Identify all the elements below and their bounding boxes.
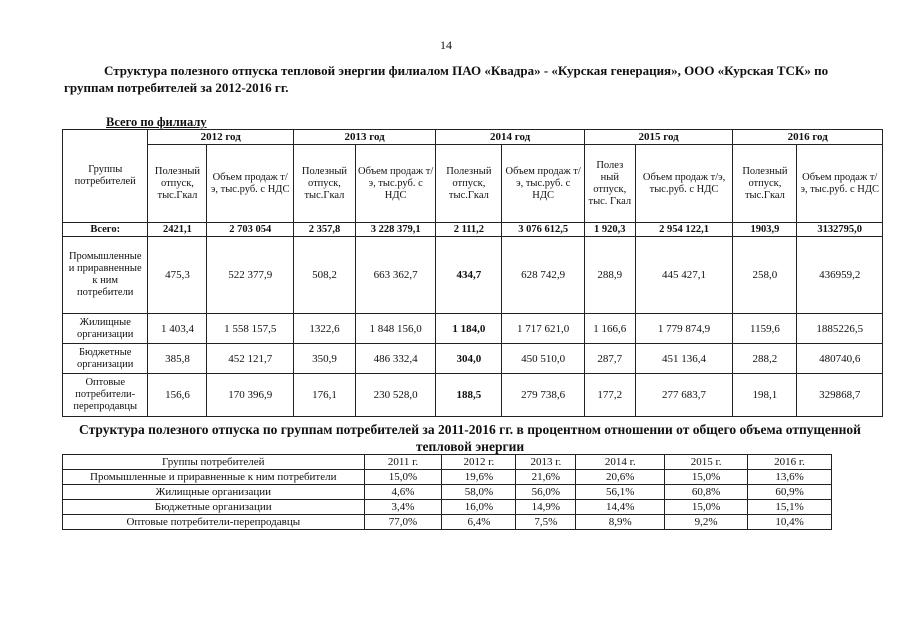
cell: 58,0% bbox=[442, 485, 516, 500]
cell: 436959,2 bbox=[797, 237, 883, 314]
cell: 3 076 612,5 bbox=[502, 223, 584, 237]
cell: 480740,6 bbox=[797, 344, 883, 374]
cell: 258,0 bbox=[733, 237, 797, 314]
cell: 663 362,7 bbox=[355, 237, 435, 314]
cell: 10,4% bbox=[748, 515, 832, 530]
cell: 434,7 bbox=[436, 237, 502, 314]
row-label: Бюджетные организации bbox=[63, 344, 148, 374]
column-header: Группы потребителей bbox=[63, 455, 365, 470]
table-row bbox=[63, 237, 883, 314]
cell: 56,0% bbox=[516, 485, 576, 500]
cell: 1885226,5 bbox=[797, 314, 883, 344]
cell: 77,0% bbox=[364, 515, 442, 530]
cell: 7,5% bbox=[516, 515, 576, 530]
cell: 20,6% bbox=[576, 470, 665, 485]
cell: 1 166,6 bbox=[584, 314, 635, 344]
cell: 6,4% bbox=[442, 515, 516, 530]
cell: 522 377,9 bbox=[207, 237, 293, 314]
year-header: 2012 год bbox=[148, 130, 293, 145]
sub-header: Полезный отпуск, тыс.Гкал bbox=[436, 145, 502, 223]
cell: 1159,6 bbox=[733, 314, 797, 344]
table-row bbox=[63, 500, 832, 515]
cell: 14,4% bbox=[576, 500, 665, 515]
cell: 21,6% bbox=[516, 470, 576, 485]
table-row bbox=[63, 344, 883, 374]
sub-header: Полезный отпуск, тыс.Гкал bbox=[293, 145, 355, 223]
cell: 15,1% bbox=[748, 500, 832, 515]
column-header: 2016 г. bbox=[748, 455, 832, 470]
column-header: 2013 г. bbox=[516, 455, 576, 470]
sub-header: Полезный отпуск, тыс.Гкал bbox=[733, 145, 797, 223]
cell: 287,7 bbox=[584, 344, 635, 374]
sub-header: Объем продаж т/э, тыс.руб. с НДС bbox=[355, 145, 435, 223]
cell: 8,9% bbox=[576, 515, 665, 530]
cell: 177,2 bbox=[584, 374, 635, 417]
year-header-row bbox=[63, 130, 883, 145]
cell: 19,6% bbox=[442, 470, 516, 485]
cell: 277 683,7 bbox=[635, 374, 733, 417]
cell: 628 742,9 bbox=[502, 237, 584, 314]
row-label: Жилищные организации bbox=[63, 485, 365, 500]
cell: 508,2 bbox=[293, 237, 355, 314]
cell: 156,6 bbox=[148, 374, 207, 417]
percentage-table-title: Структура полезного отпуска по группам потребителей за 2011-2016 гг. в процентном отношении от общего объема отпущенной тепловой энергии bbox=[79, 422, 861, 454]
cell: 1 717 621,0 bbox=[502, 314, 584, 344]
cell: 4,6% bbox=[364, 485, 442, 500]
percentage-structure-table bbox=[62, 454, 832, 530]
cell: 288,9 bbox=[584, 237, 635, 314]
row-label: Бюджетные организации bbox=[63, 500, 365, 515]
cell: 329868,7 bbox=[797, 374, 883, 417]
cell: 176,1 bbox=[293, 374, 355, 417]
cell: 170 396,9 bbox=[207, 374, 293, 417]
cell: 1903,9 bbox=[733, 223, 797, 237]
cell: 9,2% bbox=[665, 515, 748, 530]
cell: 288,2 bbox=[733, 344, 797, 374]
table-row bbox=[63, 515, 832, 530]
table-row bbox=[63, 314, 883, 344]
row-label: Промышленные и приравненные к ним потребители bbox=[63, 470, 365, 485]
cell: 15,0% bbox=[665, 500, 748, 515]
table-row bbox=[63, 223, 883, 237]
sub-header: Объем продаж т/э, тыс.руб. с НДС bbox=[797, 145, 883, 223]
cell: 13,6% bbox=[748, 470, 832, 485]
section-subheading: Всего по филиалу bbox=[106, 115, 207, 129]
row-label: Жилищные организации bbox=[63, 314, 148, 344]
column-header: 2012 г. bbox=[442, 455, 516, 470]
cell: 450 510,0 bbox=[502, 344, 584, 374]
cell: 2 954 122,1 bbox=[635, 223, 733, 237]
cell: 1 848 156,0 bbox=[355, 314, 435, 344]
cell: 60,9% bbox=[748, 485, 832, 500]
cell: 1 403,4 bbox=[148, 314, 207, 344]
cell: 1 558 157,5 bbox=[207, 314, 293, 344]
cell: 385,8 bbox=[148, 344, 207, 374]
header-row bbox=[63, 455, 832, 470]
cell: 445 427,1 bbox=[635, 237, 733, 314]
cell: 1 920,3 bbox=[584, 223, 635, 237]
cell: 16,0% bbox=[442, 500, 516, 515]
row-label: Промышленные и приравненные к ним потребители bbox=[63, 237, 148, 314]
cell: 1 779 874,9 bbox=[635, 314, 733, 344]
table-row bbox=[63, 374, 883, 417]
cell: 198,1 bbox=[733, 374, 797, 417]
cell: 1322,6 bbox=[293, 314, 355, 344]
year-header: 2016 год bbox=[733, 130, 883, 145]
cell: 304,0 bbox=[436, 344, 502, 374]
table-row bbox=[63, 485, 832, 500]
sales-structure-table bbox=[62, 129, 883, 417]
sub-header-row bbox=[63, 145, 883, 223]
cell: 15,0% bbox=[665, 470, 748, 485]
cell: 188,5 bbox=[436, 374, 502, 417]
row-label: Оптовые потребители-перепродавцы bbox=[63, 515, 365, 530]
document-title: Структура полезного отпуска тепловой энергии филиалом ПАО «Квадра» - «Курская генерация», ООО «Курская ТСК» по группам потребителей за 2012-2016 гг. bbox=[64, 63, 829, 95]
cell: 56,1% bbox=[576, 485, 665, 500]
page-number: 14 bbox=[440, 38, 452, 52]
row-label: Всего: bbox=[63, 223, 148, 237]
cell: 2421,1 bbox=[148, 223, 207, 237]
year-header: 2014 год bbox=[436, 130, 585, 145]
row-label: Оптовые потребители-перепродавцы bbox=[63, 374, 148, 417]
sub-header: Полезный отпуск, тыс.Гкал bbox=[148, 145, 207, 223]
column-header: 2011 г. bbox=[364, 455, 442, 470]
cell: 475,3 bbox=[148, 237, 207, 314]
sub-header: Объем продаж т/э, тыс.руб. с НДС bbox=[635, 145, 733, 223]
cell: 3132795,0 bbox=[797, 223, 883, 237]
column-header: 2014 г. bbox=[576, 455, 665, 470]
cell: 15,0% bbox=[364, 470, 442, 485]
column-header: 2015 г. bbox=[665, 455, 748, 470]
table-row bbox=[63, 470, 832, 485]
sub-header: Объем продаж т/э, тыс.руб. с НДС bbox=[502, 145, 584, 223]
cell: 230 528,0 bbox=[355, 374, 435, 417]
cell: 3 228 379,1 bbox=[355, 223, 435, 237]
cell: 350,9 bbox=[293, 344, 355, 374]
cell: 3,4% bbox=[364, 500, 442, 515]
year-header: 2015 год bbox=[584, 130, 733, 145]
cell: 2 703 054 bbox=[207, 223, 293, 237]
year-header: 2013 год bbox=[293, 130, 435, 145]
cell: 451 136,4 bbox=[635, 344, 733, 374]
cell: 1 184,0 bbox=[436, 314, 502, 344]
cell: 2 357,8 bbox=[293, 223, 355, 237]
group-header: Группы потребителей bbox=[63, 130, 148, 223]
cell: 452 121,7 bbox=[207, 344, 293, 374]
sub-header: Полез ный отпуск, тыс. Гкал bbox=[584, 145, 635, 223]
sub-header: Объем продаж т/э, тыс.руб. с НДС bbox=[207, 145, 293, 223]
cell: 279 738,6 bbox=[502, 374, 584, 417]
cell: 14,9% bbox=[516, 500, 576, 515]
cell: 486 332,4 bbox=[355, 344, 435, 374]
cell: 2 111,2 bbox=[436, 223, 502, 237]
cell: 60,8% bbox=[665, 485, 748, 500]
